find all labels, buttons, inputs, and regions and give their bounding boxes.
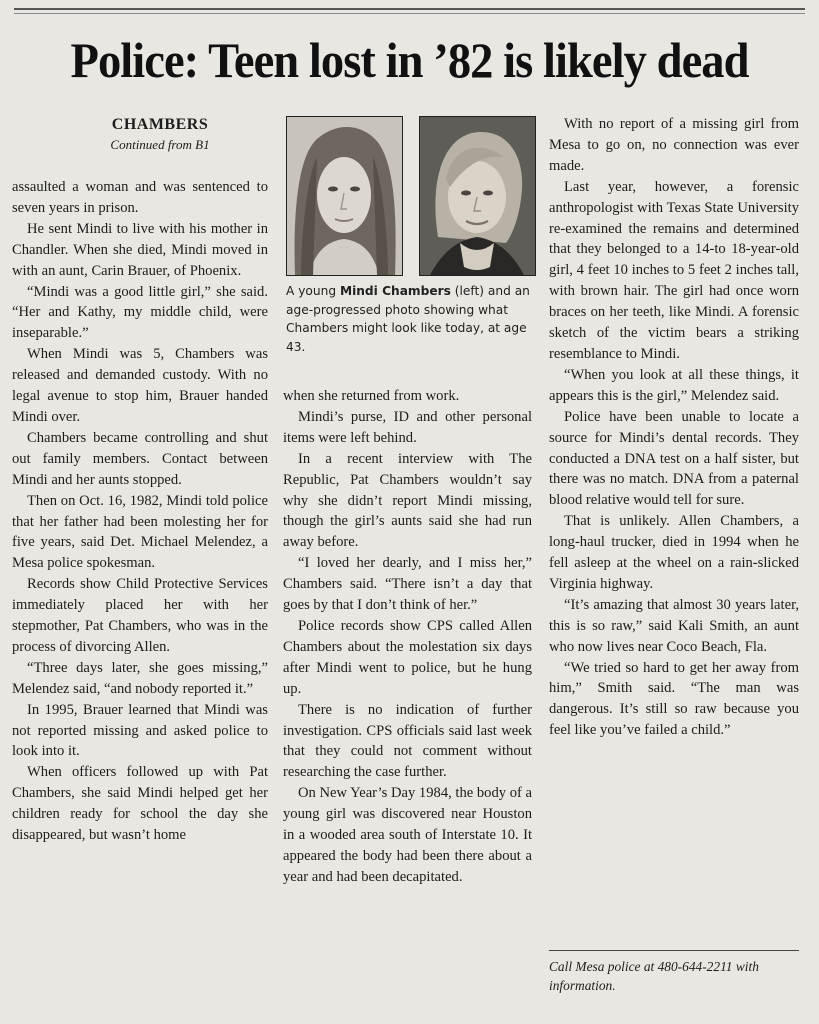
paragraph: There is no indication of further investigation. CPS officials said last week that they could not comment without researching the case further. (283, 701, 532, 781)
paragraph: Chambers became controlling and shut out family members. Contact between Mindi and her aunts stopped. (12, 429, 268, 488)
paragraph: With no report of a missing girl from Mesa to go on, no connection was ever made. (549, 116, 799, 174)
paragraph: In 1995, Brauer learned that Mindi was not reported missing and asked police to look into it. (12, 701, 268, 760)
caption-suffix: (left) and an age-progressed photo showing what Chambers might look like today, at age 43. (286, 284, 530, 354)
continued-from: Continued from B1 (110, 137, 210, 152)
paragraph: On New Year’s Day 1984, the body of a young girl was discovered near Houston in a wooded area south of Interstate 10. It appeared the body had been there about a year and had been decapitated. (283, 785, 533, 885)
paragraph: Mindi’s purse, ID and other personal items were left behind. (283, 408, 532, 446)
article-column-2 (283, 386, 532, 888)
paragraph: When Mindi was 5, Chambers was released and demanded custody. With no legal avenue to stop him, Brauer handed Mindi over. (12, 346, 268, 425)
paragraph: When officers followed up with Pat Chambers, she said Mindi helped get her children ready for school the day she disappeared, but wasn’t home (12, 764, 268, 844)
top-rule (14, 8, 805, 10)
paragraph: Records show Child Protective Services immediately placed her with her stepmother, Pat Chambers, who was in the process of divorcing Allen. (12, 576, 268, 655)
photo-age-progressed (419, 116, 536, 276)
photo-young-mindi (286, 116, 403, 276)
paragraph: Last year, however, a forensic anthropologist with Texas State University re-examined the remains and determined that they belonged to a 14-to 18-year-old girl, 4 feet 10 inches to 5 feet 2 inches tall, with brown hair. The girl had once worn braces on her teeth, like Mindi. A forensic sketch of the victim bears a striking resemblance to Mindi. (549, 178, 799, 362)
article-column-1 (12, 177, 268, 846)
paragraph: Police have been unable to locate a source for Mindi’s dental records. They conducted a DNA test on a half sister, but there was no match. DNA from a paternal blood relative would tell for sure. (549, 408, 799, 509)
caption-name: Mindi Chambers (339, 284, 451, 298)
paragraph: Then on Oct. 16, 1982, Mindi told police that her father had been molesting her for five years, said Det. Michael Melendez, a Mesa police spokesman. (12, 492, 268, 572)
jump-label: CHAMBERS (111, 116, 209, 133)
paragraph: “Mindi was a good little girl,” she said. “Her and Kathy, my middle child, were inseparable.” (12, 283, 268, 342)
paragraph: He sent Mindi to live with his mother in Chandler. When she died, Mindi moved in with an aunt, Carin Brauer, of Phoenix. (12, 220, 268, 279)
paragraph: “When you look at all these things, it appears this is the girl,” Melendez said. (549, 366, 799, 404)
caption-prefix: A young (286, 284, 340, 298)
paragraph: In a recent interview with The Republic, Pat Chambers wouldn’t say why she didn’t report Mindi missing, though the girl’s aunts said she had run away before. (283, 450, 532, 551)
photo-caption (286, 282, 536, 356)
paragraph: “We tried so hard to get her away from him,” Smith said. “The man was dangerous. It’s still so raw because you feel like you’ve failed a child.” (549, 659, 799, 739)
paragraph: That is unlikely. Allen Chambers, a long-haul trucker, died in 1994 when he fell asleep at the wheel on a rain-slicked Virginia highway. (549, 513, 799, 592)
top-rule-thin (14, 13, 805, 14)
headline: Police: Teen lost in ’82 is likely dead (70, 32, 749, 88)
paragraph: Police records show CPS called Allen Chambers about the molestation six days after Mindi went to police, but he hung up. (283, 617, 532, 697)
paragraph: “I loved her dearly, and I miss her,” Chambers said. “There isn’t a day that goes by that I don’t think of her.” (283, 555, 532, 614)
paragraph: “It’s amazing that almost 30 years later, this is so raw,” said Kali Smith, an aunt who now lives near Coco Beach, Fla. (549, 596, 799, 655)
paragraph: assaulted a woman and was sentenced to seven years in prison. (12, 179, 268, 216)
paragraph: “Three days later, she goes missing,” Melendez said, “and nobody reported it.” (12, 659, 268, 697)
tagline-rule (549, 950, 799, 951)
article-column-3 (549, 114, 799, 741)
paragraph: when she returned from work. (283, 388, 460, 404)
tagline: Call Mesa police at 480-644-2211 with information. (549, 959, 759, 993)
